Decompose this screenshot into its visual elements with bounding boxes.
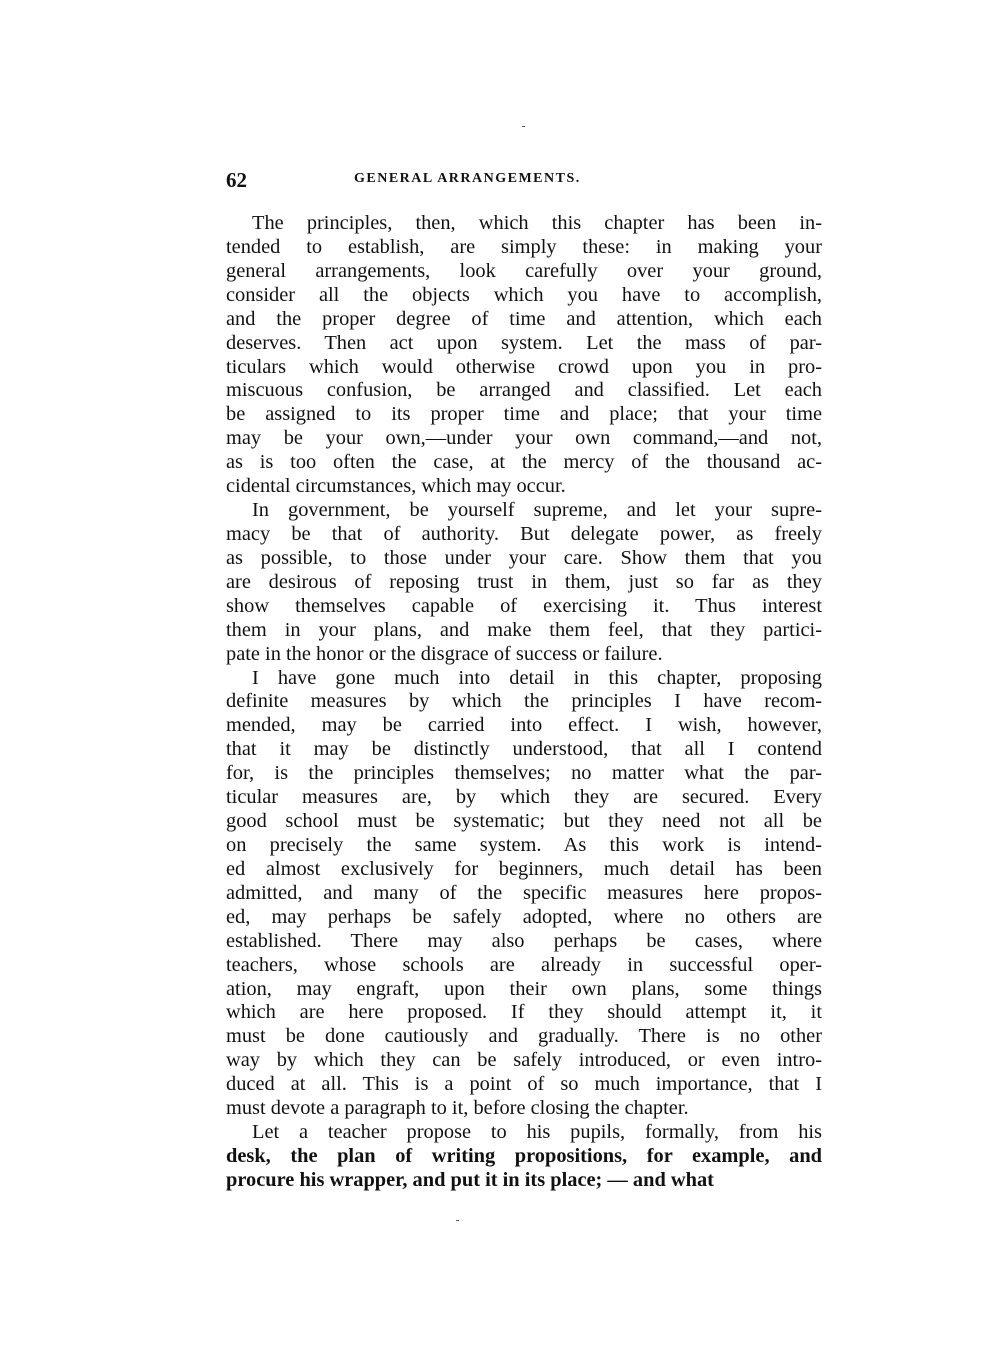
text-line: as possible, to those under your care. Show them that you — [226, 546, 822, 569]
text-line: good school must be systematic; but they need not all be — [226, 810, 822, 833]
text-line: general arrangements, look carefully over your ground, — [226, 259, 822, 282]
text-line: for, is the principles themselves; no matter what the par- — [226, 762, 822, 785]
text-line: The principles, then, which this chapter has been in- — [252, 212, 822, 234]
text-line: ed, may perhaps be safely adopted, where no others are — [226, 905, 822, 928]
text-line: macy be that of authority. But delegate power, as freely — [226, 522, 822, 545]
body-text — [226, 212, 822, 1193]
page-number: 62 — [226, 168, 247, 192]
text-line: as is too often the case, at the mercy of the thousand ac- — [226, 451, 822, 474]
page-header — [226, 168, 822, 192]
text-line: ed almost exclusively for beginners, much detail has been — [226, 857, 822, 880]
text-line: established. There may also perhaps be cases, where — [226, 929, 822, 952]
text-line: mended, may be carried into effect. I wish, however, — [226, 714, 822, 737]
text-line: admitted, and many of the specific measures here propos- — [226, 881, 822, 904]
text-line: may be your own,—under your own command,—and not, — [226, 427, 822, 450]
text-line: show themselves capable of exercising it. Thus interest — [226, 594, 822, 617]
text-line: are desirous of reposing trust in them, just so far as they — [226, 570, 822, 593]
ink-speck — [456, 1220, 459, 1221]
text-line: desk, the plan of writing propositions, for example, and — [226, 1144, 822, 1167]
text-line: In government, be yourself supreme, and let your supre- — [252, 499, 822, 522]
text-line: tended to establish, are simply these: in making your — [226, 235, 822, 258]
text-line: that it may be distinctly understood, that all I contend — [226, 738, 822, 761]
text-line: procure his wrapper, and put it in its place; — and what — [226, 1168, 714, 1191]
text-line: on precisely the same system. As this work is intend- — [226, 833, 822, 856]
text-line: ticulars which would otherwise crowd upon you in pro- — [226, 355, 822, 378]
text-line: duced at all. This is a point of so much importance, that I — [226, 1073, 822, 1096]
text-line: consider all the objects which you have to accomplish, — [226, 283, 822, 306]
ink-speck — [522, 126, 525, 127]
text-line: must devote a paragraph to it, before closing the chapter. — [226, 1097, 689, 1120]
text-line: I have gone much into detail in this chapter, proposing — [252, 666, 822, 689]
text-line: ation, may engraft, upon their own plans, some things — [226, 977, 822, 1000]
text-line: pate in the honor or the disgrace of success or failure. — [226, 642, 663, 665]
text-line: miscuous confusion, be arranged and classified. Let each — [226, 379, 822, 402]
text-line: them in your plans, and make them feel, that they partici- — [226, 618, 822, 641]
text-line: teachers, whose schools are already in successful oper- — [226, 953, 822, 976]
text-line: ticular measures are, by which they are secured. Every — [226, 786, 822, 809]
text-line: deserves. Then act upon system. Let the mass of par- — [226, 331, 822, 354]
text-line: and the proper degree of time and attention, which each — [226, 307, 822, 330]
text-line: way by which they can be safely introduced, or even intro- — [226, 1049, 822, 1072]
text-line: definite measures by which the principles I have recom- — [226, 690, 822, 713]
text-line: must be done cautiously and gradually. There is no other — [226, 1025, 822, 1048]
running-head: GENERAL ARRANGEMENTS. — [354, 171, 581, 186]
text-line: cidental circumstances, which may occur. — [226, 475, 566, 498]
text-line: Let a teacher propose to his pupils, formally, from his — [252, 1121, 822, 1144]
text-line: which are here proposed. If they should attempt it, it — [226, 1001, 822, 1024]
text-line: be assigned to its proper time and place; that your time — [226, 403, 822, 426]
